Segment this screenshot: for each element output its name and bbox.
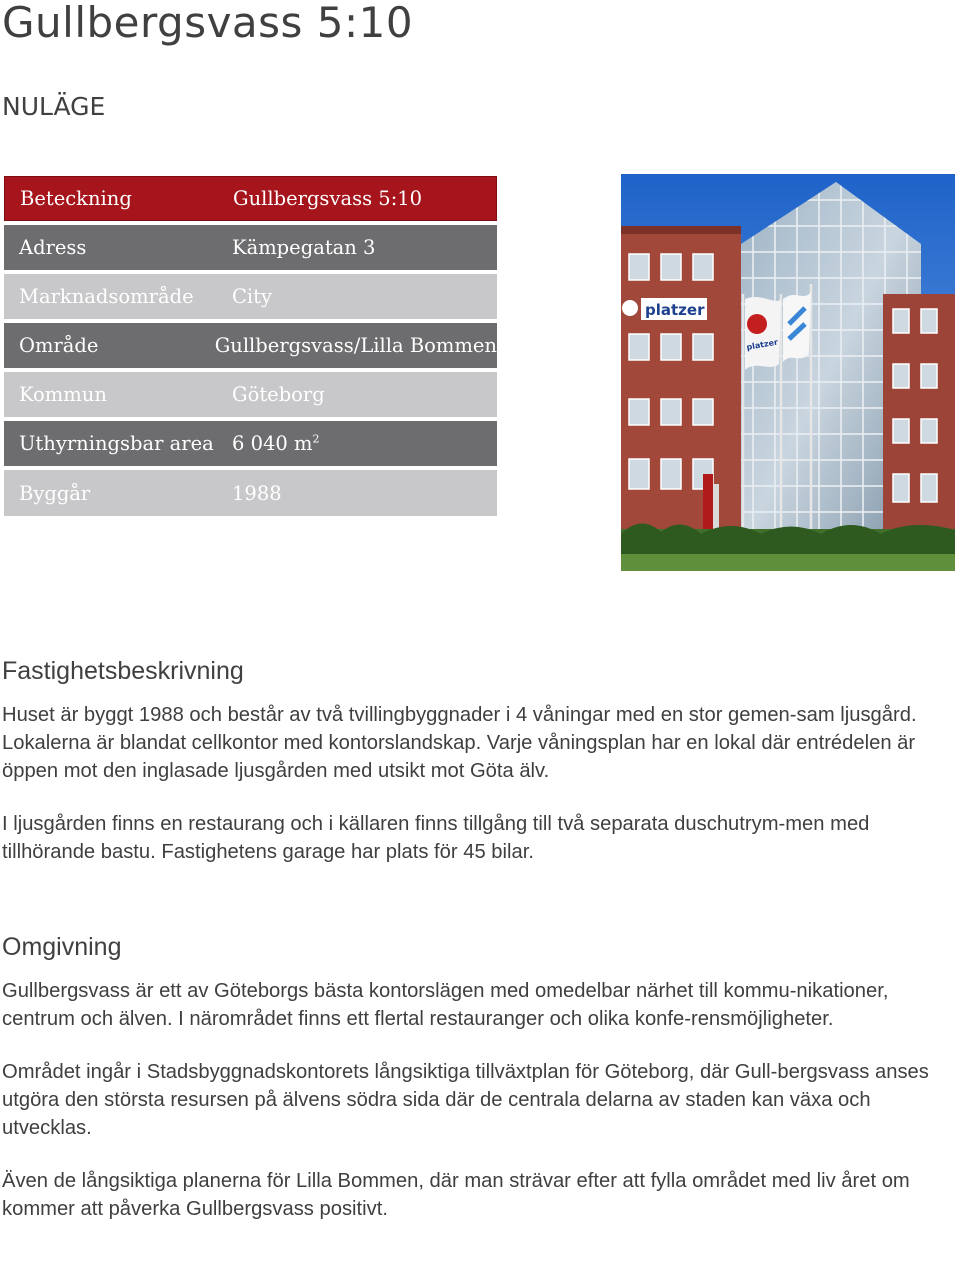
- fact-value: City: [232, 285, 273, 308]
- fact-label: Område: [19, 334, 99, 357]
- surroundings-paragraph-1: Gullbergsvass är ett av Göteborgs bästa kontorslägen med omedelbar närhet till kommu-nikationer, centrum och älven. I närområdet finns ett flertal restauranger och olika konfe-rensmöjligheter.: [2, 980, 889, 1030]
- description-section: [2, 656, 954, 891]
- fact-row-omrade: [4, 323, 497, 368]
- description-heading: Fastighetsbeskrivning: [2, 657, 244, 685]
- fact-row-byggar: [4, 470, 497, 516]
- fact-value-number: 6 040 m: [232, 432, 313, 455]
- fact-label: Kommun: [19, 383, 107, 406]
- fact-value: Gullbergsvass 5:10: [233, 187, 423, 210]
- surroundings-paragraph-3: Även de långsiktiga planerna för Lilla Bommen, där man strävar efter att fylla området med liv året om kommer att påverka Gullbergsvass positivt.: [2, 1170, 910, 1220]
- building-photo: [621, 174, 955, 571]
- fact-row-marknadsomrade: [4, 274, 497, 319]
- description-paragraph-2: I ljusgården finns en restaurang och i källaren finns tillgång till två separata duschutrym-men med tillhörande bastu. Fastighetens garage har plats för 45 bilar.: [2, 813, 870, 863]
- fact-label: Beteckning: [20, 187, 132, 210]
- building-photo-illustration: [621, 174, 955, 571]
- page-subtitle: NULÄGE: [2, 92, 106, 121]
- fact-row-adress: [4, 225, 497, 270]
- surroundings-paragraph-2: Området ingår i Stadsbyggnadskontorets långsiktiga tillväxtplan för Göteborg, där Gull-bergsvass anses utgöra den största resursen på älvens södra sida där de centrala delarna av staden kan växa och utvecklas.: [2, 1061, 929, 1139]
- page-title: Gullbergsvass 5:10: [2, 0, 414, 47]
- flag-text: platzer: [745, 337, 779, 352]
- fact-value: Göteborg: [232, 383, 325, 406]
- surroundings-heading: Omgivning: [2, 933, 122, 961]
- fact-value: Kämpegatan 3: [232, 236, 376, 259]
- surroundings-section: [2, 932, 954, 1248]
- fact-label: Adress: [19, 236, 87, 259]
- fact-row-kommun: [4, 372, 497, 417]
- fact-value: [232, 432, 320, 455]
- fact-label: Byggår: [19, 481, 91, 505]
- fact-value: 1988: [232, 481, 282, 505]
- fact-value: Gullbergsvass/Lilla Bommen: [214, 334, 497, 357]
- description-paragraph-1: Huset är byggt 1988 och består av två tvillingbyggnader i 4 våningar med en stor gemen-sam ljusgård. Lokalerna är blandat cellkontor med kontorslandskap. Varje våningsplan har en lokal där entrédelen är öppen mot den inglasade ljusgården med utsikt mot Göta älv.: [2, 704, 917, 782]
- fact-row-uthyrningsbar-area: [4, 421, 497, 466]
- fact-label: Marknadsområde: [19, 285, 194, 308]
- property-facts-table: [4, 176, 497, 520]
- fact-row-beteckning: [4, 176, 497, 221]
- building-sign-text: platzer: [645, 301, 705, 319]
- fact-value-superscript: 2: [312, 432, 320, 446]
- fact-label: Uthyrningsbar area: [19, 432, 214, 455]
